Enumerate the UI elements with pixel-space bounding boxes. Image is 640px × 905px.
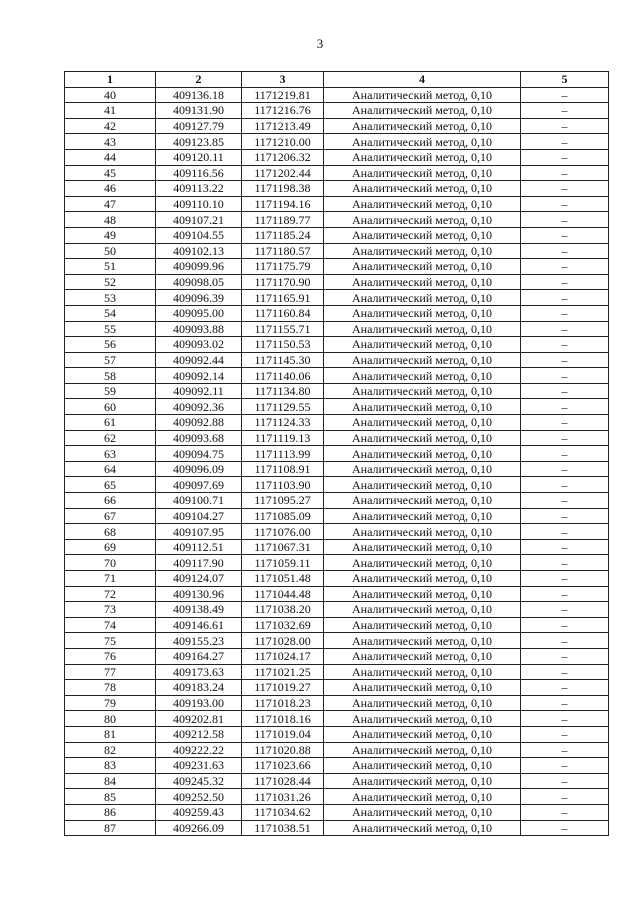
- table-row: [65, 617, 609, 633]
- method-accuracy-cell: Аналитический метод, 0,10: [324, 508, 521, 524]
- y-coordinate-cell: 1171019.27: [242, 680, 324, 696]
- table-row: [65, 274, 609, 290]
- note-cell: –: [521, 321, 609, 337]
- table-row: [65, 726, 609, 742]
- point-number-cell: 73: [65, 602, 156, 618]
- x-coordinate-cell: 409098.05: [156, 274, 242, 290]
- x-coordinate-cell: 409245.32: [156, 773, 242, 789]
- point-number-cell: 69: [65, 539, 156, 555]
- point-number-cell: 81: [65, 726, 156, 742]
- table-row: [65, 602, 609, 618]
- method-accuracy-cell: Аналитический метод, 0,10: [324, 586, 521, 602]
- point-number-cell: 58: [65, 368, 156, 384]
- point-number-cell: 79: [65, 695, 156, 711]
- note-cell: –: [521, 493, 609, 509]
- table-row: [65, 461, 609, 477]
- table-row: [65, 134, 609, 150]
- note-cell: –: [521, 602, 609, 618]
- note-cell: –: [521, 555, 609, 571]
- method-accuracy-cell: Аналитический метод, 0,10: [324, 259, 521, 275]
- method-accuracy-cell: Аналитический метод, 0,10: [324, 383, 521, 399]
- x-coordinate-cell: 409173.63: [156, 664, 242, 680]
- point-number-cell: 47: [65, 196, 156, 212]
- point-number-cell: 82: [65, 742, 156, 758]
- table-row: [65, 804, 609, 820]
- note-cell: –: [521, 118, 609, 134]
- x-coordinate-cell: 409136.18: [156, 87, 242, 103]
- table-row: [65, 508, 609, 524]
- point-number-cell: 64: [65, 461, 156, 477]
- note-cell: –: [521, 820, 609, 836]
- table-row: [65, 430, 609, 446]
- x-coordinate-cell: 409093.68: [156, 430, 242, 446]
- table-row: [65, 571, 609, 587]
- y-coordinate-cell: 1171108.91: [242, 461, 324, 477]
- note-cell: –: [521, 212, 609, 228]
- method-accuracy-cell: Аналитический метод, 0,10: [324, 524, 521, 540]
- table-row: [65, 352, 609, 368]
- y-coordinate-cell: 1171119.13: [242, 430, 324, 446]
- x-coordinate-cell: 409266.09: [156, 820, 242, 836]
- note-cell: –: [521, 477, 609, 493]
- y-coordinate-cell: 1171213.49: [242, 118, 324, 134]
- y-coordinate-cell: 1171189.77: [242, 212, 324, 228]
- point-number-cell: 40: [65, 87, 156, 103]
- point-number-cell: 46: [65, 181, 156, 197]
- table-row: [65, 399, 609, 415]
- point-number-cell: 76: [65, 648, 156, 664]
- y-coordinate-cell: 1171028.44: [242, 773, 324, 789]
- y-coordinate-cell: 1171165.91: [242, 290, 324, 306]
- x-coordinate-cell: 409093.88: [156, 321, 242, 337]
- table-row: [65, 555, 609, 571]
- y-coordinate-cell: 1171129.55: [242, 399, 324, 415]
- method-accuracy-cell: Аналитический метод, 0,10: [324, 118, 521, 134]
- x-coordinate-cell: 409092.14: [156, 368, 242, 384]
- y-coordinate-cell: 1171145.30: [242, 352, 324, 368]
- note-cell: –: [521, 87, 609, 103]
- method-accuracy-cell: Аналитический метод, 0,10: [324, 461, 521, 477]
- method-accuracy-cell: Аналитический метод, 0,10: [324, 648, 521, 664]
- y-coordinate-cell: 1171175.79: [242, 259, 324, 275]
- table-row: [65, 368, 609, 384]
- x-coordinate-cell: 409092.44: [156, 352, 242, 368]
- note-cell: –: [521, 399, 609, 415]
- method-accuracy-cell: Аналитический метод, 0,10: [324, 602, 521, 618]
- y-coordinate-cell: 1171018.16: [242, 711, 324, 727]
- table-row: [65, 586, 609, 602]
- table-row: [65, 118, 609, 134]
- table-row: [65, 415, 609, 431]
- point-number-cell: 50: [65, 243, 156, 259]
- note-cell: –: [521, 227, 609, 243]
- note-cell: –: [521, 742, 609, 758]
- x-coordinate-cell: 409131.90: [156, 103, 242, 119]
- note-cell: –: [521, 259, 609, 275]
- y-coordinate-cell: 1171185.24: [242, 227, 324, 243]
- table-row: [65, 321, 609, 337]
- point-number-cell: 71: [65, 571, 156, 587]
- note-cell: –: [521, 446, 609, 462]
- table-row: [65, 337, 609, 353]
- note-cell: –: [521, 758, 609, 774]
- table-row: [65, 149, 609, 165]
- method-accuracy-cell: Аналитический метод, 0,10: [324, 633, 521, 649]
- column-header: 2: [156, 72, 242, 88]
- table-row: [65, 243, 609, 259]
- method-accuracy-cell: Аналитический метод, 0,10: [324, 227, 521, 243]
- point-number-cell: 44: [65, 149, 156, 165]
- table-row: [65, 773, 609, 789]
- table-row: [65, 493, 609, 509]
- table-header-row: [65, 72, 609, 88]
- x-coordinate-cell: 409155.23: [156, 633, 242, 649]
- x-coordinate-cell: 409113.22: [156, 181, 242, 197]
- y-coordinate-cell: 1171044.48: [242, 586, 324, 602]
- method-accuracy-cell: Аналитический метод, 0,10: [324, 290, 521, 306]
- note-cell: –: [521, 181, 609, 197]
- y-coordinate-cell: 1171085.09: [242, 508, 324, 524]
- note-cell: –: [521, 508, 609, 524]
- y-coordinate-cell: 1171034.62: [242, 804, 324, 820]
- y-coordinate-cell: 1171198.38: [242, 181, 324, 197]
- table-row: [65, 181, 609, 197]
- table-row: [65, 477, 609, 493]
- note-cell: –: [521, 243, 609, 259]
- table-row: [65, 446, 609, 462]
- point-number-cell: 54: [65, 305, 156, 321]
- method-accuracy-cell: Аналитический метод, 0,10: [324, 477, 521, 493]
- y-coordinate-cell: 1171095.27: [242, 493, 324, 509]
- note-cell: –: [521, 134, 609, 150]
- note-cell: –: [521, 648, 609, 664]
- x-coordinate-cell: 409117.90: [156, 555, 242, 571]
- column-header: 5: [521, 72, 609, 88]
- page-number: 3: [316, 36, 324, 51]
- method-accuracy-cell: Аналитический метод, 0,10: [324, 493, 521, 509]
- x-coordinate-cell: 409097.69: [156, 477, 242, 493]
- point-number-cell: 61: [65, 415, 156, 431]
- point-number-cell: 52: [65, 274, 156, 290]
- note-cell: –: [521, 664, 609, 680]
- method-accuracy-cell: Аналитический метод, 0,10: [324, 820, 521, 836]
- y-coordinate-cell: 1171170.90: [242, 274, 324, 290]
- method-accuracy-cell: Аналитический метод, 0,10: [324, 181, 521, 197]
- y-coordinate-cell: 1171216.76: [242, 103, 324, 119]
- method-accuracy-cell: Аналитический метод, 0,10: [324, 571, 521, 587]
- y-coordinate-cell: 1171202.44: [242, 165, 324, 181]
- x-coordinate-cell: 409124.07: [156, 571, 242, 587]
- x-coordinate-cell: 409231.63: [156, 758, 242, 774]
- x-coordinate-cell: 409102.13: [156, 243, 242, 259]
- note-cell: –: [521, 430, 609, 446]
- method-accuracy-cell: Аналитический метод, 0,10: [324, 430, 521, 446]
- note-cell: –: [521, 352, 609, 368]
- point-number-cell: 70: [65, 555, 156, 571]
- point-number-cell: 60: [65, 399, 156, 415]
- y-coordinate-cell: 1171024.17: [242, 648, 324, 664]
- note-cell: –: [521, 383, 609, 399]
- y-coordinate-cell: 1171067.31: [242, 539, 324, 555]
- method-accuracy-cell: Аналитический метод, 0,10: [324, 415, 521, 431]
- point-number-cell: 74: [65, 617, 156, 633]
- note-cell: –: [521, 726, 609, 742]
- x-coordinate-cell: 409130.96: [156, 586, 242, 602]
- y-coordinate-cell: 1171155.71: [242, 321, 324, 337]
- y-coordinate-cell: 1171020.88: [242, 742, 324, 758]
- note-cell: –: [521, 789, 609, 805]
- point-number-cell: 63: [65, 446, 156, 462]
- method-accuracy-cell: Аналитический метод, 0,10: [324, 742, 521, 758]
- x-coordinate-cell: 409202.81: [156, 711, 242, 727]
- point-number-cell: 85: [65, 789, 156, 805]
- method-accuracy-cell: Аналитический метод, 0,10: [324, 149, 521, 165]
- table-body: [65, 87, 609, 836]
- x-coordinate-cell: 409099.96: [156, 259, 242, 275]
- point-number-cell: 42: [65, 118, 156, 134]
- table-row: [65, 633, 609, 649]
- method-accuracy-cell: Аналитический метод, 0,10: [324, 368, 521, 384]
- x-coordinate-cell: 409127.79: [156, 118, 242, 134]
- x-coordinate-cell: 409096.39: [156, 290, 242, 306]
- x-coordinate-cell: 409116.56: [156, 165, 242, 181]
- x-coordinate-cell: 409094.75: [156, 446, 242, 462]
- x-coordinate-cell: 409107.95: [156, 524, 242, 540]
- x-coordinate-cell: 409093.02: [156, 337, 242, 353]
- x-coordinate-cell: 409183.24: [156, 680, 242, 696]
- point-number-cell: 84: [65, 773, 156, 789]
- table-row: [65, 539, 609, 555]
- note-cell: –: [521, 103, 609, 119]
- method-accuracy-cell: Аналитический метод, 0,10: [324, 789, 521, 805]
- table-row: [65, 524, 609, 540]
- y-coordinate-cell: 1171021.25: [242, 664, 324, 680]
- point-number-cell: 68: [65, 524, 156, 540]
- method-accuracy-cell: Аналитический метод, 0,10: [324, 134, 521, 150]
- method-accuracy-cell: Аналитический метод, 0,10: [324, 352, 521, 368]
- point-number-cell: 80: [65, 711, 156, 727]
- method-accuracy-cell: Аналитический метод, 0,10: [324, 196, 521, 212]
- y-coordinate-cell: 1171160.84: [242, 305, 324, 321]
- point-number-cell: 72: [65, 586, 156, 602]
- method-accuracy-cell: Аналитический метод, 0,10: [324, 103, 521, 119]
- method-accuracy-cell: Аналитический метод, 0,10: [324, 399, 521, 415]
- note-cell: –: [521, 149, 609, 165]
- table-row: [65, 259, 609, 275]
- table-row: [65, 648, 609, 664]
- x-coordinate-cell: 409146.61: [156, 617, 242, 633]
- x-coordinate-cell: 409104.55: [156, 227, 242, 243]
- table-row: [65, 680, 609, 696]
- y-coordinate-cell: 1171134.80: [242, 383, 324, 399]
- y-coordinate-cell: 1171194.16: [242, 196, 324, 212]
- method-accuracy-cell: Аналитический метод, 0,10: [324, 305, 521, 321]
- y-coordinate-cell: 1171219.81: [242, 87, 324, 103]
- method-accuracy-cell: Аналитический метод, 0,10: [324, 87, 521, 103]
- y-coordinate-cell: 1171150.53: [242, 337, 324, 353]
- table-row: [65, 820, 609, 836]
- table-row: [65, 196, 609, 212]
- table-row: [65, 758, 609, 774]
- method-accuracy-cell: Аналитический метод, 0,10: [324, 664, 521, 680]
- point-number-cell: 65: [65, 477, 156, 493]
- point-number-cell: 55: [65, 321, 156, 337]
- point-number-cell: 87: [65, 820, 156, 836]
- y-coordinate-cell: 1171032.69: [242, 617, 324, 633]
- table-row: [65, 103, 609, 119]
- point-number-cell: 49: [65, 227, 156, 243]
- method-accuracy-cell: Аналитический метод, 0,10: [324, 274, 521, 290]
- note-cell: –: [521, 773, 609, 789]
- x-coordinate-cell: 409252.50: [156, 789, 242, 805]
- note-cell: –: [521, 290, 609, 306]
- method-accuracy-cell: Аналитический метод, 0,10: [324, 773, 521, 789]
- note-cell: –: [521, 305, 609, 321]
- point-number-cell: 56: [65, 337, 156, 353]
- table-row: [65, 711, 609, 727]
- point-number-cell: 51: [65, 259, 156, 275]
- point-number-cell: 83: [65, 758, 156, 774]
- table-row: [65, 87, 609, 103]
- y-coordinate-cell: 1171206.32: [242, 149, 324, 165]
- y-coordinate-cell: 1171018.23: [242, 695, 324, 711]
- point-number-cell: 53: [65, 290, 156, 306]
- x-coordinate-cell: 409092.36: [156, 399, 242, 415]
- x-coordinate-cell: 409112.51: [156, 539, 242, 555]
- method-accuracy-cell: Аналитический метод, 0,10: [324, 446, 521, 462]
- point-number-cell: 78: [65, 680, 156, 696]
- note-cell: –: [521, 586, 609, 602]
- method-accuracy-cell: Аналитический метод, 0,10: [324, 165, 521, 181]
- y-coordinate-cell: 1171019.04: [242, 726, 324, 742]
- note-cell: –: [521, 633, 609, 649]
- method-accuracy-cell: Аналитический метод, 0,10: [324, 337, 521, 353]
- y-coordinate-cell: 1171038.51: [242, 820, 324, 836]
- y-coordinate-cell: 1171038.20: [242, 602, 324, 618]
- point-number-cell: 62: [65, 430, 156, 446]
- note-cell: –: [521, 337, 609, 353]
- x-coordinate-cell: 409092.11: [156, 383, 242, 399]
- point-number-cell: 43: [65, 134, 156, 150]
- point-number-cell: 48: [65, 212, 156, 228]
- x-coordinate-cell: 409110.10: [156, 196, 242, 212]
- point-number-cell: 75: [65, 633, 156, 649]
- column-header: 4: [324, 72, 521, 88]
- point-number-cell: 41: [65, 103, 156, 119]
- x-coordinate-cell: 409120.11: [156, 149, 242, 165]
- table-row: [65, 227, 609, 243]
- method-accuracy-cell: Аналитический метод, 0,10: [324, 243, 521, 259]
- y-coordinate-cell: 1171059.11: [242, 555, 324, 571]
- x-coordinate-cell: 409104.27: [156, 508, 242, 524]
- note-cell: –: [521, 461, 609, 477]
- note-cell: –: [521, 617, 609, 633]
- x-coordinate-cell: 409222.22: [156, 742, 242, 758]
- y-coordinate-cell: 1171103.90: [242, 477, 324, 493]
- x-coordinate-cell: 409096.09: [156, 461, 242, 477]
- y-coordinate-cell: 1171180.57: [242, 243, 324, 259]
- table-row: [65, 789, 609, 805]
- column-header: 3: [242, 72, 324, 88]
- note-cell: –: [521, 196, 609, 212]
- x-coordinate-cell: 409138.49: [156, 602, 242, 618]
- y-coordinate-cell: 1171124.33: [242, 415, 324, 431]
- y-coordinate-cell: 1171051.48: [242, 571, 324, 587]
- y-coordinate-cell: 1171140.06: [242, 368, 324, 384]
- y-coordinate-cell: 1171031.26: [242, 789, 324, 805]
- note-cell: –: [521, 680, 609, 696]
- note-cell: –: [521, 165, 609, 181]
- table-row: [65, 695, 609, 711]
- note-cell: –: [521, 695, 609, 711]
- x-coordinate-cell: 409259.43: [156, 804, 242, 820]
- note-cell: –: [521, 274, 609, 290]
- y-coordinate-cell: 1171113.99: [242, 446, 324, 462]
- method-accuracy-cell: Аналитический метод, 0,10: [324, 212, 521, 228]
- method-accuracy-cell: Аналитический метод, 0,10: [324, 617, 521, 633]
- x-coordinate-cell: 409123.85: [156, 134, 242, 150]
- note-cell: –: [521, 711, 609, 727]
- note-cell: –: [521, 539, 609, 555]
- point-number-cell: 77: [65, 664, 156, 680]
- method-accuracy-cell: Аналитический метод, 0,10: [324, 726, 521, 742]
- note-cell: –: [521, 804, 609, 820]
- note-cell: –: [521, 571, 609, 587]
- table-row: [65, 165, 609, 181]
- x-coordinate-cell: 409212.58: [156, 726, 242, 742]
- method-accuracy-cell: Аналитический метод, 0,10: [324, 539, 521, 555]
- x-coordinate-cell: 409092.88: [156, 415, 242, 431]
- point-number-cell: 66: [65, 493, 156, 509]
- x-coordinate-cell: 409100.71: [156, 493, 242, 509]
- table-row: [65, 290, 609, 306]
- column-header: 1: [65, 72, 156, 88]
- note-cell: –: [521, 524, 609, 540]
- method-accuracy-cell: Аналитический метод, 0,10: [324, 804, 521, 820]
- method-accuracy-cell: Аналитический метод, 0,10: [324, 555, 521, 571]
- note-cell: –: [521, 368, 609, 384]
- point-number-cell: 57: [65, 352, 156, 368]
- x-coordinate-cell: 409193.00: [156, 695, 242, 711]
- method-accuracy-cell: Аналитический метод, 0,10: [324, 711, 521, 727]
- table-row: [65, 212, 609, 228]
- method-accuracy-cell: Аналитический метод, 0,10: [324, 321, 521, 337]
- coordinates-table: [64, 71, 609, 836]
- method-accuracy-cell: Аналитический метод, 0,10: [324, 680, 521, 696]
- point-number-cell: 67: [65, 508, 156, 524]
- table-row: [65, 383, 609, 399]
- x-coordinate-cell: 409107.21: [156, 212, 242, 228]
- y-coordinate-cell: 1171076.00: [242, 524, 324, 540]
- x-coordinate-cell: 409164.27: [156, 648, 242, 664]
- note-cell: –: [521, 415, 609, 431]
- method-accuracy-cell: Аналитический метод, 0,10: [324, 758, 521, 774]
- x-coordinate-cell: 409095.00: [156, 305, 242, 321]
- point-number-cell: 45: [65, 165, 156, 181]
- table-row: [65, 305, 609, 321]
- point-number-cell: 59: [65, 383, 156, 399]
- y-coordinate-cell: 1171023.66: [242, 758, 324, 774]
- method-accuracy-cell: Аналитический метод, 0,10: [324, 695, 521, 711]
- y-coordinate-cell: 1171028.00: [242, 633, 324, 649]
- table-row: [65, 742, 609, 758]
- table-row: [65, 664, 609, 680]
- y-coordinate-cell: 1171210.00: [242, 134, 324, 150]
- point-number-cell: 86: [65, 804, 156, 820]
